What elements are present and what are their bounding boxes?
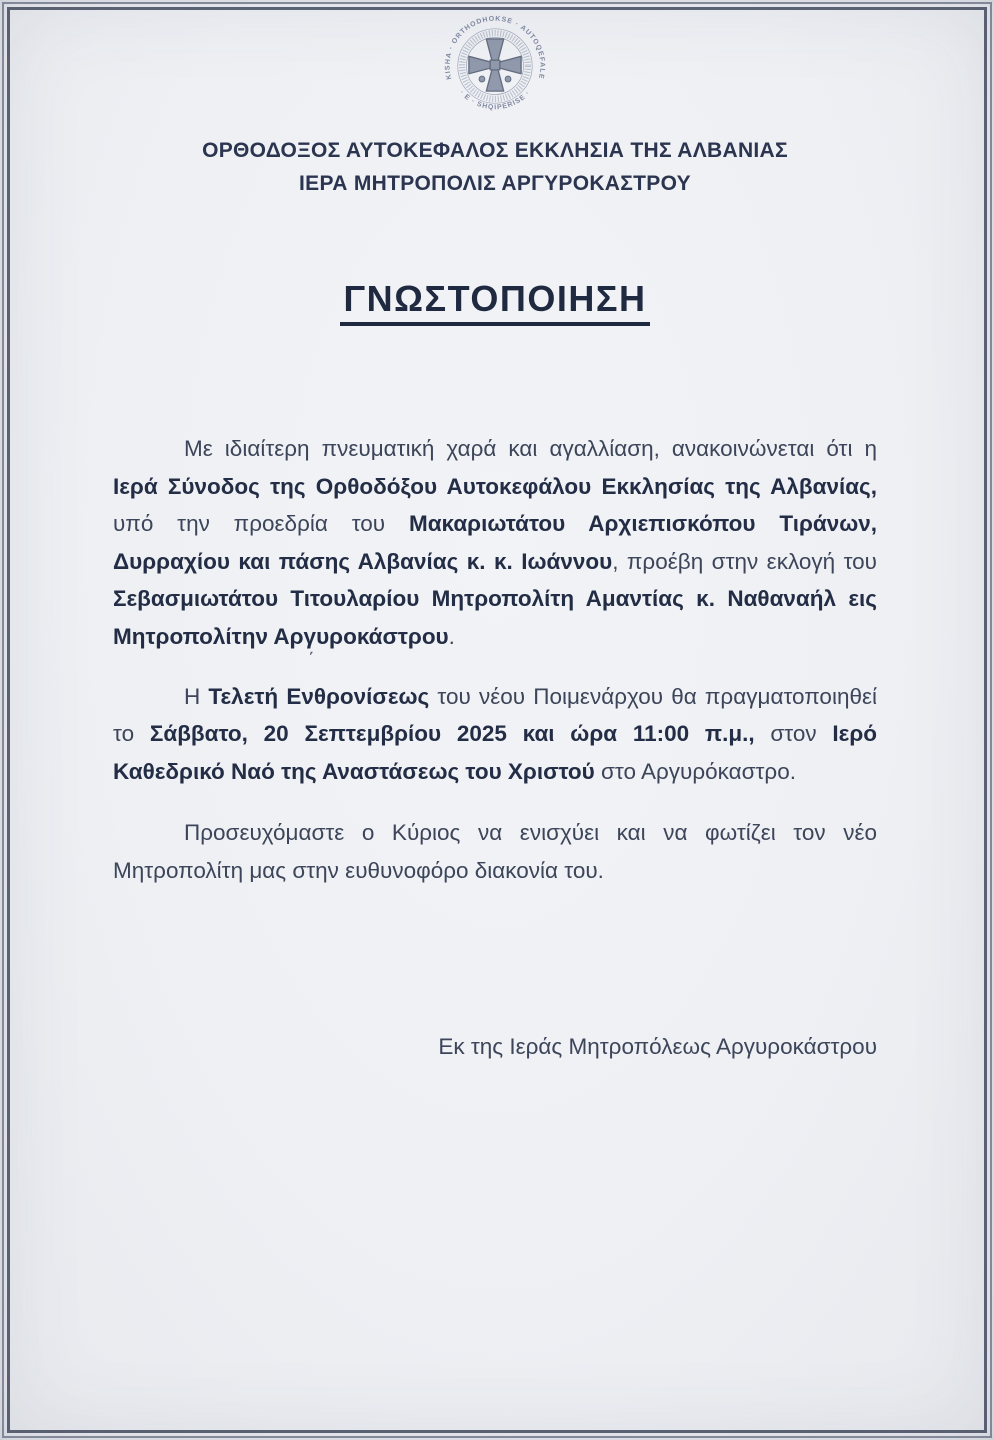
seal-text-top: KISHA · ORTHODHOKSE · AUTOQEFALE bbox=[444, 15, 546, 81]
text-run: υπό την προεδρία του bbox=[113, 511, 409, 537]
text-run: στο Αργυρόκαστρο. bbox=[594, 758, 796, 784]
text-run: Προσευχόμαστε ο Κύριος να ενισχύει και να φωτίζει τον νέο Μητροπολίτη μας στην ευθυνοφόρο διακονία του. bbox=[113, 820, 877, 883]
text-run-bold: Ιερά Σύνοδος της Ορθοδόξου Αυτοκεφάλου Εκκλησίας της Αλβανίας, bbox=[113, 473, 877, 499]
paragraph-prayer bbox=[113, 814, 877, 889]
text-run-bold: Μακαριωτάτου Αρχιεπισκόπου Τιράνων, Δυρραχίου και πάσης Αλβανίας κ. κ. Ιωάννου bbox=[113, 511, 877, 574]
seal-cross-icon bbox=[469, 39, 521, 91]
text-run: Η bbox=[184, 683, 209, 709]
text-run-bold: Ιερό Καθεδρικό Ναό της Αναστάσεως του Χριστού bbox=[113, 721, 877, 784]
text-run-bold: Τελετή Ενθρονίσεως bbox=[208, 683, 430, 709]
scan-artifact-mark: ΄ bbox=[308, 650, 315, 672]
text-run: στον bbox=[754, 721, 833, 747]
church-seal-icon bbox=[436, 8, 554, 124]
letterhead bbox=[113, 134, 877, 200]
text-run: του νέου Ποιμενάρχου θα πραγματοποιηθεί το bbox=[113, 683, 877, 747]
paragraph-enthronement-ceremony bbox=[113, 678, 877, 791]
document-content bbox=[113, 0, 877, 1066]
document-title: ΓΝΩΣΤΟΠΟΙΗΣΗ bbox=[340, 278, 649, 326]
text-run: . bbox=[448, 623, 455, 649]
text-run-bold: Σάββατο, 20 Σεπτεμβρίου 2025 και ώρα 11:00 π.μ., bbox=[149, 721, 755, 747]
org-name-line2: ΙΕΡΑ ΜΗΤΡΟΠΟΛΙΣ ΑΡΓΥΡΟΚΑΣΤΡΟΥ bbox=[299, 172, 691, 195]
text-run: Με ιδιαίτερη πνευματική χαρά και αγαλλίαση, ανακοινώνεται ότι η bbox=[184, 436, 877, 461]
title-row bbox=[113, 278, 877, 326]
closing-signature-line: Εκ της Ιεράς Μητροπόλεως Αργυροκάστρου bbox=[438, 1033, 877, 1059]
paragraph-election-announcement bbox=[113, 430, 877, 656]
seal-text-bottom: · E · SHQIPERISE · bbox=[458, 89, 532, 112]
text-run-bold: Σεβασμιωτάτου Τιτουλαρίου Μητροπολίτη Αμαντίας κ. Ναθαναήλ εις Μητροπολίτην Αργυροκάστρου bbox=[113, 586, 877, 649]
text-run: , προέβη στην εκλογή του bbox=[612, 548, 877, 574]
org-name-line1: ΟΡΘΟΔΟΞΟΣ ΑΥΤΟΚΕΦΑΛΟΣ ΕΚΚΛΗΣΙΑ ΤΗΣ ΑΛΒΑΝΙΑΣ bbox=[202, 139, 788, 162]
